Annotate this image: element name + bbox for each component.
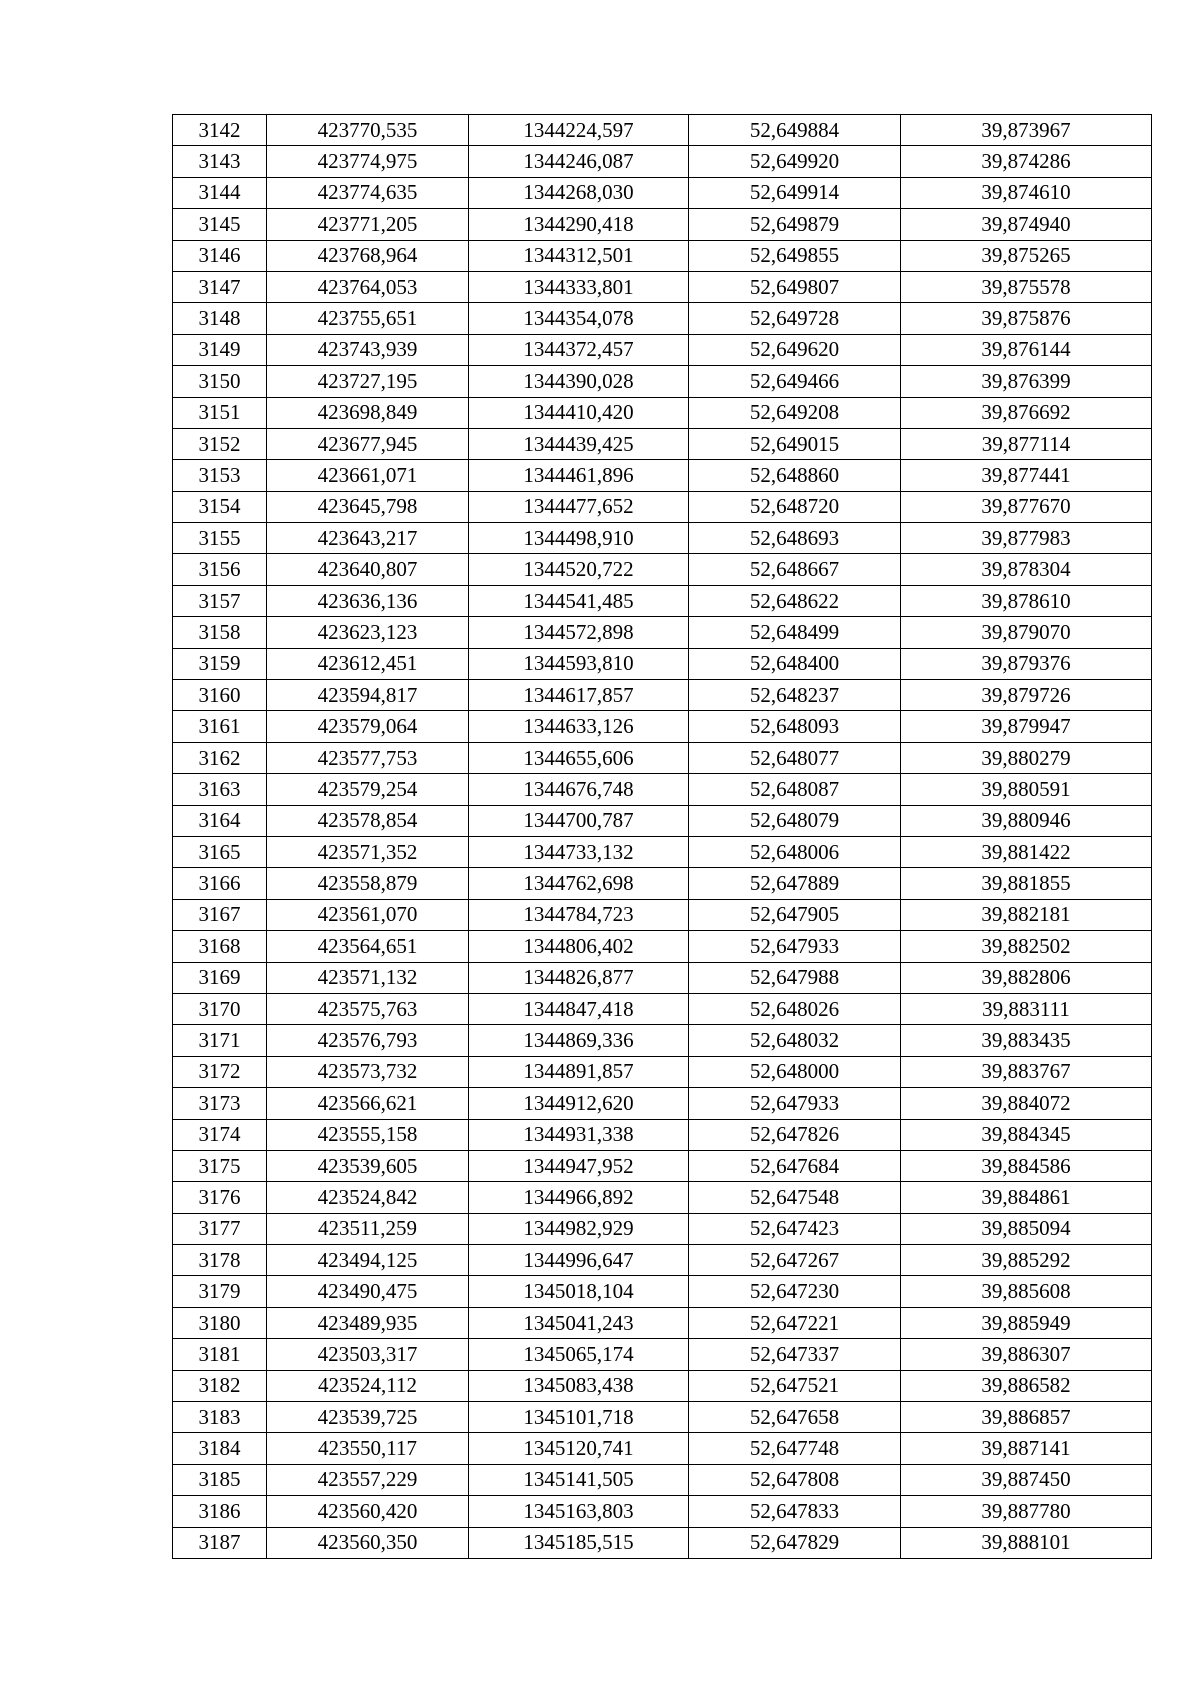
- point-number-cell: 3170: [173, 993, 267, 1024]
- point-number-cell: 3176: [173, 1182, 267, 1213]
- x-coordinate-cell: 423575,763: [267, 993, 469, 1024]
- y-coordinate-cell: 1344633,126: [469, 711, 689, 742]
- longitude-cell: 39,881422: [901, 836, 1152, 867]
- table-row: [173, 1150, 1152, 1181]
- latitude-cell: 52,648499: [689, 617, 901, 648]
- longitude-cell: 39,882806: [901, 962, 1152, 993]
- latitude-cell: 52,648032: [689, 1025, 901, 1056]
- x-coordinate-cell: 423743,939: [267, 334, 469, 365]
- y-coordinate-cell: 1344762,698: [469, 868, 689, 899]
- y-coordinate-cell: 1344931,338: [469, 1119, 689, 1150]
- x-coordinate-cell: 423636,136: [267, 585, 469, 616]
- y-coordinate-cell: 1344290,418: [469, 209, 689, 240]
- longitude-cell: 39,887780: [901, 1496, 1152, 1527]
- x-coordinate-cell: 423774,635: [267, 177, 469, 208]
- latitude-cell: 52,648693: [689, 523, 901, 554]
- longitude-cell: 39,874940: [901, 209, 1152, 240]
- longitude-cell: 39,874610: [901, 177, 1152, 208]
- table-row: [173, 460, 1152, 491]
- latitude-cell: 52,648400: [689, 648, 901, 679]
- longitude-cell: 39,885094: [901, 1213, 1152, 1244]
- y-coordinate-cell: 1344572,898: [469, 617, 689, 648]
- point-number-cell: 3157: [173, 585, 267, 616]
- table-row: [173, 115, 1152, 146]
- y-coordinate-cell: 1345185,515: [469, 1527, 689, 1558]
- table-row: [173, 1276, 1152, 1307]
- latitude-cell: 52,648860: [689, 460, 901, 491]
- table-row: [173, 1307, 1152, 1338]
- longitude-cell: 39,888101: [901, 1527, 1152, 1558]
- y-coordinate-cell: 1344461,896: [469, 460, 689, 491]
- latitude-cell: 52,648077: [689, 742, 901, 773]
- y-coordinate-cell: 1345141,505: [469, 1464, 689, 1495]
- coordinates-table-body: [173, 115, 1152, 1559]
- latitude-cell: 52,648667: [689, 554, 901, 585]
- point-number-cell: 3167: [173, 899, 267, 930]
- longitude-cell: 39,886582: [901, 1370, 1152, 1401]
- x-coordinate-cell: 423774,975: [267, 146, 469, 177]
- table-row: [173, 146, 1152, 177]
- longitude-cell: 39,881855: [901, 868, 1152, 899]
- y-coordinate-cell: 1344333,801: [469, 271, 689, 302]
- x-coordinate-cell: 423571,352: [267, 836, 469, 867]
- latitude-cell: 52,649920: [689, 146, 901, 177]
- table-row: [173, 554, 1152, 585]
- point-number-cell: 3166: [173, 868, 267, 899]
- longitude-cell: 39,880279: [901, 742, 1152, 773]
- coordinates-table: [172, 114, 1152, 1559]
- table-row: [173, 836, 1152, 867]
- point-number-cell: 3163: [173, 774, 267, 805]
- y-coordinate-cell: 1345041,243: [469, 1307, 689, 1338]
- x-coordinate-cell: 423578,854: [267, 805, 469, 836]
- table-row: [173, 491, 1152, 522]
- y-coordinate-cell: 1344996,647: [469, 1245, 689, 1276]
- y-coordinate-cell: 1344372,457: [469, 334, 689, 365]
- x-coordinate-cell: 423555,158: [267, 1119, 469, 1150]
- x-coordinate-cell: 423755,651: [267, 303, 469, 334]
- x-coordinate-cell: 423640,807: [267, 554, 469, 585]
- longitude-cell: 39,886857: [901, 1402, 1152, 1433]
- table-row: [173, 1464, 1152, 1495]
- x-coordinate-cell: 423768,964: [267, 240, 469, 271]
- y-coordinate-cell: 1344912,620: [469, 1088, 689, 1119]
- x-coordinate-cell: 423661,071: [267, 460, 469, 491]
- latitude-cell: 52,648720: [689, 491, 901, 522]
- point-number-cell: 3154: [173, 491, 267, 522]
- x-coordinate-cell: 423558,879: [267, 868, 469, 899]
- latitude-cell: 52,648622: [689, 585, 901, 616]
- point-number-cell: 3149: [173, 334, 267, 365]
- point-number-cell: 3162: [173, 742, 267, 773]
- x-coordinate-cell: 423771,205: [267, 209, 469, 240]
- x-coordinate-cell: 423579,254: [267, 774, 469, 805]
- longitude-cell: 39,879376: [901, 648, 1152, 679]
- table-row: [173, 868, 1152, 899]
- table-row: [173, 209, 1152, 240]
- y-coordinate-cell: 1344617,857: [469, 680, 689, 711]
- table-row: [173, 962, 1152, 993]
- latitude-cell: 52,648087: [689, 774, 901, 805]
- point-number-cell: 3172: [173, 1056, 267, 1087]
- y-coordinate-cell: 1344246,087: [469, 146, 689, 177]
- x-coordinate-cell: 423494,125: [267, 1245, 469, 1276]
- point-number-cell: 3187: [173, 1527, 267, 1558]
- longitude-cell: 39,877114: [901, 428, 1152, 459]
- point-number-cell: 3180: [173, 1307, 267, 1338]
- point-number-cell: 3179: [173, 1276, 267, 1307]
- point-number-cell: 3178: [173, 1245, 267, 1276]
- table-row: [173, 1370, 1152, 1401]
- table-row: [173, 585, 1152, 616]
- point-number-cell: 3159: [173, 648, 267, 679]
- latitude-cell: 52,649855: [689, 240, 901, 271]
- y-coordinate-cell: 1344826,877: [469, 962, 689, 993]
- table-row: [173, 1213, 1152, 1244]
- latitude-cell: 52,649807: [689, 271, 901, 302]
- latitude-cell: 52,648000: [689, 1056, 901, 1087]
- x-coordinate-cell: 423490,475: [267, 1276, 469, 1307]
- y-coordinate-cell: 1344847,418: [469, 993, 689, 1024]
- x-coordinate-cell: 423770,535: [267, 115, 469, 146]
- y-coordinate-cell: 1344869,336: [469, 1025, 689, 1056]
- point-number-cell: 3174: [173, 1119, 267, 1150]
- longitude-cell: 39,879726: [901, 680, 1152, 711]
- longitude-cell: 39,875578: [901, 271, 1152, 302]
- longitude-cell: 39,883111: [901, 993, 1152, 1024]
- x-coordinate-cell: 423643,217: [267, 523, 469, 554]
- x-coordinate-cell: 423579,064: [267, 711, 469, 742]
- point-number-cell: 3175: [173, 1150, 267, 1181]
- latitude-cell: 52,647267: [689, 1245, 901, 1276]
- longitude-cell: 39,883435: [901, 1025, 1152, 1056]
- point-number-cell: 3143: [173, 146, 267, 177]
- x-coordinate-cell: 423560,350: [267, 1527, 469, 1558]
- point-number-cell: 3151: [173, 397, 267, 428]
- point-number-cell: 3147: [173, 271, 267, 302]
- y-coordinate-cell: 1344891,857: [469, 1056, 689, 1087]
- point-number-cell: 3146: [173, 240, 267, 271]
- y-coordinate-cell: 1344806,402: [469, 931, 689, 962]
- longitude-cell: 39,885608: [901, 1276, 1152, 1307]
- point-number-cell: 3185: [173, 1464, 267, 1495]
- y-coordinate-cell: 1344966,892: [469, 1182, 689, 1213]
- longitude-cell: 39,875265: [901, 240, 1152, 271]
- y-coordinate-cell: 1345018,104: [469, 1276, 689, 1307]
- y-coordinate-cell: 1344354,078: [469, 303, 689, 334]
- x-coordinate-cell: 423489,935: [267, 1307, 469, 1338]
- point-number-cell: 3164: [173, 805, 267, 836]
- point-number-cell: 3169: [173, 962, 267, 993]
- latitude-cell: 52,647337: [689, 1339, 901, 1370]
- point-number-cell: 3183: [173, 1402, 267, 1433]
- y-coordinate-cell: 1345065,174: [469, 1339, 689, 1370]
- y-coordinate-cell: 1344593,810: [469, 648, 689, 679]
- y-coordinate-cell: 1344676,748: [469, 774, 689, 805]
- latitude-cell: 52,649884: [689, 115, 901, 146]
- longitude-cell: 39,874286: [901, 146, 1152, 177]
- x-coordinate-cell: 423539,605: [267, 1150, 469, 1181]
- x-coordinate-cell: 423524,112: [267, 1370, 469, 1401]
- longitude-cell: 39,882181: [901, 899, 1152, 930]
- point-number-cell: 3145: [173, 209, 267, 240]
- table-row: [173, 774, 1152, 805]
- y-coordinate-cell: 1344439,425: [469, 428, 689, 459]
- x-coordinate-cell: 423594,817: [267, 680, 469, 711]
- longitude-cell: 39,885292: [901, 1245, 1152, 1276]
- table-row: [173, 1056, 1152, 1087]
- y-coordinate-cell: 1345120,741: [469, 1433, 689, 1464]
- table-row: [173, 366, 1152, 397]
- table-row: [173, 617, 1152, 648]
- y-coordinate-cell: 1345163,803: [469, 1496, 689, 1527]
- longitude-cell: 39,878304: [901, 554, 1152, 585]
- y-coordinate-cell: 1344520,722: [469, 554, 689, 585]
- longitude-cell: 39,877670: [901, 491, 1152, 522]
- point-number-cell: 3148: [173, 303, 267, 334]
- x-coordinate-cell: 423576,793: [267, 1025, 469, 1056]
- longitude-cell: 39,880591: [901, 774, 1152, 805]
- longitude-cell: 39,878610: [901, 585, 1152, 616]
- x-coordinate-cell: 423612,451: [267, 648, 469, 679]
- point-number-cell: 3155: [173, 523, 267, 554]
- table-row: [173, 397, 1152, 428]
- latitude-cell: 52,647423: [689, 1213, 901, 1244]
- table-row: [173, 1402, 1152, 1433]
- point-number-cell: 3153: [173, 460, 267, 491]
- x-coordinate-cell: 423727,195: [267, 366, 469, 397]
- y-coordinate-cell: 1344784,723: [469, 899, 689, 930]
- y-coordinate-cell: 1344224,597: [469, 115, 689, 146]
- x-coordinate-cell: 423566,621: [267, 1088, 469, 1119]
- latitude-cell: 52,649914: [689, 177, 901, 208]
- latitude-cell: 52,648237: [689, 680, 901, 711]
- point-number-cell: 3173: [173, 1088, 267, 1119]
- table-row: [173, 993, 1152, 1024]
- point-number-cell: 3186: [173, 1496, 267, 1527]
- longitude-cell: 39,877441: [901, 460, 1152, 491]
- latitude-cell: 52,647748: [689, 1433, 901, 1464]
- latitude-cell: 52,648026: [689, 993, 901, 1024]
- point-number-cell: 3168: [173, 931, 267, 962]
- x-coordinate-cell: 423571,132: [267, 962, 469, 993]
- table-row: [173, 1025, 1152, 1056]
- table-row: [173, 1339, 1152, 1370]
- point-number-cell: 3184: [173, 1433, 267, 1464]
- latitude-cell: 52,648079: [689, 805, 901, 836]
- y-coordinate-cell: 1344498,910: [469, 523, 689, 554]
- x-coordinate-cell: 423560,420: [267, 1496, 469, 1527]
- latitude-cell: 52,647829: [689, 1527, 901, 1558]
- table-row: [173, 1527, 1152, 1558]
- latitude-cell: 52,647808: [689, 1464, 901, 1495]
- longitude-cell: 39,884861: [901, 1182, 1152, 1213]
- point-number-cell: 3152: [173, 428, 267, 459]
- y-coordinate-cell: 1344733,132: [469, 836, 689, 867]
- longitude-cell: 39,882502: [901, 931, 1152, 962]
- latitude-cell: 52,647230: [689, 1276, 901, 1307]
- x-coordinate-cell: 423550,117: [267, 1433, 469, 1464]
- longitude-cell: 39,876692: [901, 397, 1152, 428]
- latitude-cell: 52,649466: [689, 366, 901, 397]
- longitude-cell: 39,884345: [901, 1119, 1152, 1150]
- longitude-cell: 39,887141: [901, 1433, 1152, 1464]
- latitude-cell: 52,648006: [689, 836, 901, 867]
- x-coordinate-cell: 423561,070: [267, 899, 469, 930]
- point-number-cell: 3158: [173, 617, 267, 648]
- table-row: [173, 1088, 1152, 1119]
- point-number-cell: 3161: [173, 711, 267, 742]
- table-row: [173, 680, 1152, 711]
- latitude-cell: 52,649015: [689, 428, 901, 459]
- longitude-cell: 39,877983: [901, 523, 1152, 554]
- latitude-cell: 52,649620: [689, 334, 901, 365]
- latitude-cell: 52,647826: [689, 1119, 901, 1150]
- point-number-cell: 3165: [173, 836, 267, 867]
- x-coordinate-cell: 423764,053: [267, 271, 469, 302]
- latitude-cell: 52,647658: [689, 1402, 901, 1433]
- longitude-cell: 39,883767: [901, 1056, 1152, 1087]
- y-coordinate-cell: 1344655,606: [469, 742, 689, 773]
- x-coordinate-cell: 423557,229: [267, 1464, 469, 1495]
- x-coordinate-cell: 423645,798: [267, 491, 469, 522]
- table-row: [173, 931, 1152, 962]
- latitude-cell: 52,649208: [689, 397, 901, 428]
- latitude-cell: 52,647221: [689, 1307, 901, 1338]
- point-number-cell: 3156: [173, 554, 267, 585]
- table-row: [173, 1182, 1152, 1213]
- y-coordinate-cell: 1344700,787: [469, 805, 689, 836]
- latitude-cell: 52,648093: [689, 711, 901, 742]
- x-coordinate-cell: 423623,123: [267, 617, 469, 648]
- latitude-cell: 52,647889: [689, 868, 901, 899]
- point-number-cell: 3171: [173, 1025, 267, 1056]
- latitude-cell: 52,647833: [689, 1496, 901, 1527]
- x-coordinate-cell: 423524,842: [267, 1182, 469, 1213]
- y-coordinate-cell: 1344477,652: [469, 491, 689, 522]
- point-number-cell: 3144: [173, 177, 267, 208]
- y-coordinate-cell: 1344982,929: [469, 1213, 689, 1244]
- longitude-cell: 39,886307: [901, 1339, 1152, 1370]
- latitude-cell: 52,647684: [689, 1150, 901, 1181]
- table-row: [173, 334, 1152, 365]
- table-row: [173, 240, 1152, 271]
- x-coordinate-cell: 423564,651: [267, 931, 469, 962]
- table-row: [173, 742, 1152, 773]
- latitude-cell: 52,649879: [689, 209, 901, 240]
- x-coordinate-cell: 423503,317: [267, 1339, 469, 1370]
- y-coordinate-cell: 1345083,438: [469, 1370, 689, 1401]
- point-number-cell: 3177: [173, 1213, 267, 1244]
- y-coordinate-cell: 1344312,501: [469, 240, 689, 271]
- y-coordinate-cell: 1344541,485: [469, 585, 689, 616]
- x-coordinate-cell: 423677,945: [267, 428, 469, 459]
- table-row: [173, 648, 1152, 679]
- point-number-cell: 3160: [173, 680, 267, 711]
- table-row: [173, 1119, 1152, 1150]
- point-number-cell: 3182: [173, 1370, 267, 1401]
- latitude-cell: 52,647933: [689, 931, 901, 962]
- x-coordinate-cell: 423698,849: [267, 397, 469, 428]
- longitude-cell: 39,884586: [901, 1150, 1152, 1181]
- longitude-cell: 39,876144: [901, 334, 1152, 365]
- table-row: [173, 428, 1152, 459]
- y-coordinate-cell: 1344390,028: [469, 366, 689, 397]
- table-row: [173, 1496, 1152, 1527]
- longitude-cell: 39,873967: [901, 115, 1152, 146]
- longitude-cell: 39,884072: [901, 1088, 1152, 1119]
- longitude-cell: 39,875876: [901, 303, 1152, 334]
- latitude-cell: 52,647988: [689, 962, 901, 993]
- table-row: [173, 177, 1152, 208]
- y-coordinate-cell: 1344410,420: [469, 397, 689, 428]
- latitude-cell: 52,647548: [689, 1182, 901, 1213]
- point-number-cell: 3181: [173, 1339, 267, 1370]
- longitude-cell: 39,887450: [901, 1464, 1152, 1495]
- table-row: [173, 1245, 1152, 1276]
- y-coordinate-cell: 1344947,952: [469, 1150, 689, 1181]
- x-coordinate-cell: 423511,259: [267, 1213, 469, 1244]
- table-row: [173, 711, 1152, 742]
- longitude-cell: 39,879947: [901, 711, 1152, 742]
- x-coordinate-cell: 423573,732: [267, 1056, 469, 1087]
- point-number-cell: 3150: [173, 366, 267, 397]
- longitude-cell: 39,885949: [901, 1307, 1152, 1338]
- table-row: [173, 899, 1152, 930]
- x-coordinate-cell: 423539,725: [267, 1402, 469, 1433]
- longitude-cell: 39,876399: [901, 366, 1152, 397]
- longitude-cell: 39,879070: [901, 617, 1152, 648]
- latitude-cell: 52,647521: [689, 1370, 901, 1401]
- x-coordinate-cell: 423577,753: [267, 742, 469, 773]
- table-row: [173, 805, 1152, 836]
- y-coordinate-cell: 1344268,030: [469, 177, 689, 208]
- latitude-cell: 52,649728: [689, 303, 901, 334]
- table-row: [173, 1433, 1152, 1464]
- table-row: [173, 271, 1152, 302]
- table-row: [173, 523, 1152, 554]
- y-coordinate-cell: 1345101,718: [469, 1402, 689, 1433]
- latitude-cell: 52,647933: [689, 1088, 901, 1119]
- point-number-cell: 3142: [173, 115, 267, 146]
- latitude-cell: 52,647905: [689, 899, 901, 930]
- longitude-cell: 39,880946: [901, 805, 1152, 836]
- table-row: [173, 303, 1152, 334]
